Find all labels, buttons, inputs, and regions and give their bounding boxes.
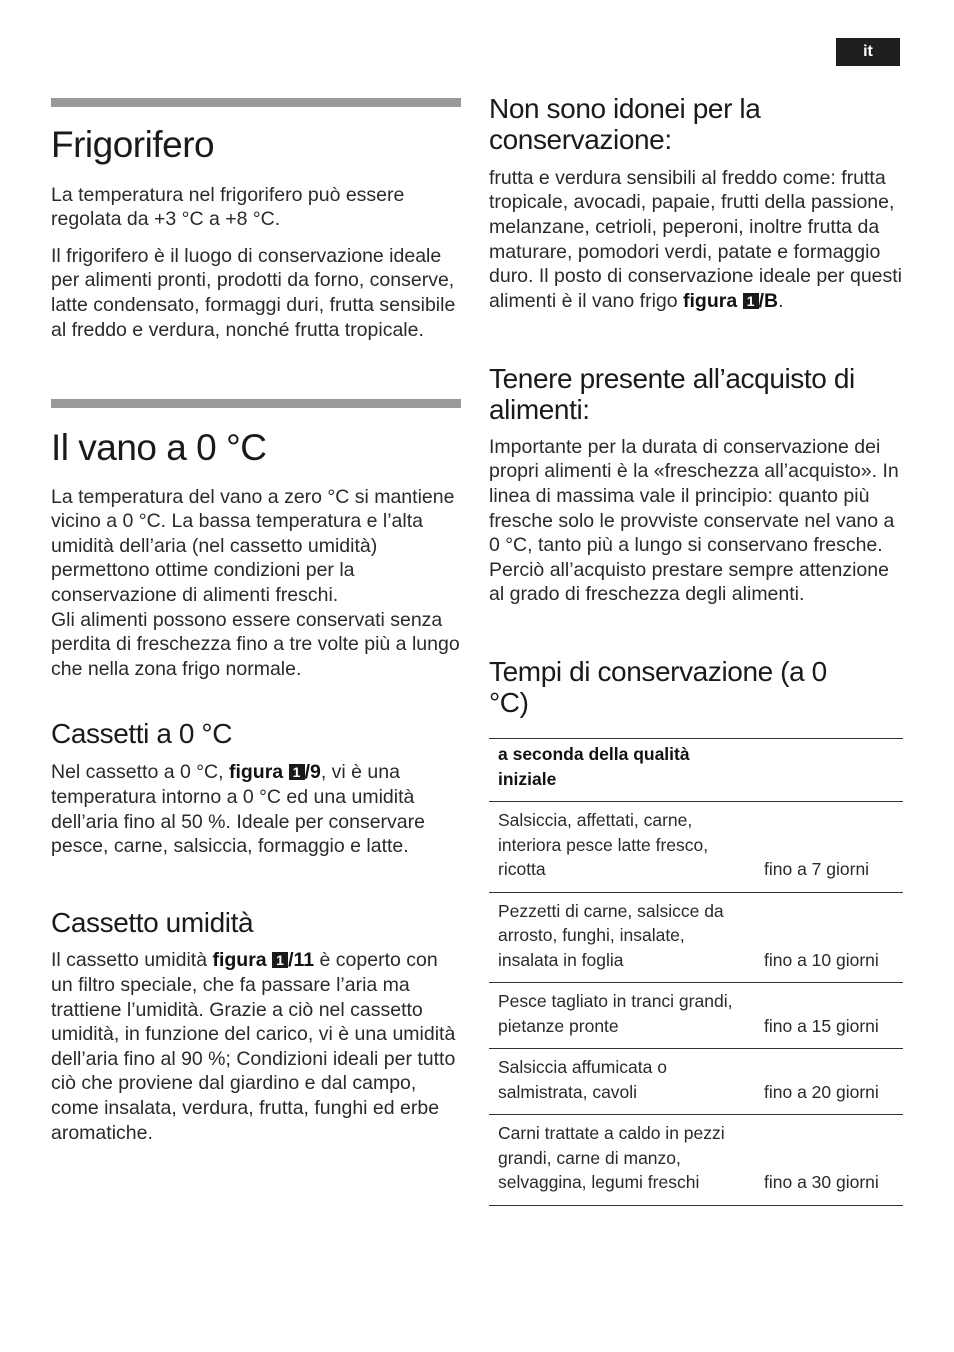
paragraph	[51, 760, 461, 858]
figura-label: figura	[683, 289, 738, 312]
figure-ref	[229, 761, 321, 783]
section-acquisto	[489, 363, 903, 607]
figura-label: figura	[212, 949, 267, 972]
table-row	[489, 1049, 903, 1115]
table-row	[489, 1115, 903, 1206]
language-tab: it	[836, 38, 900, 66]
section-non-idonei	[489, 93, 903, 313]
section-frigorifero	[51, 98, 461, 342]
text: frutta e verdura sensibili al freddo come: frutta tropicale, avocadi, papaie, frutti della passione, melanzane, cetrioli, peperoni, inoltre frutta da maturare, pomodori verdi, patate e formaggio duro. Il posto di conservazione ideale per questi alimenti è il vano frigo	[489, 166, 903, 312]
paragraph: Il frigorifero è il luogo di conservazione ideale per alimenti pronti, prodotti da forno, conserve, latte condensato, formaggi duri, frutta sensibile al freddo e verdura, nonché frutta tropicale.	[51, 244, 456, 341]
table-row	[489, 802, 903, 893]
figure-ref	[683, 290, 778, 312]
duration-cell: fino a 20 giorni	[747, 1049, 903, 1115]
storage-times-table	[489, 738, 903, 1206]
duration-cell: fino a 10 giorni	[747, 892, 903, 983]
table-row	[489, 892, 903, 983]
food-item-cell: Carni trattate a caldo in pezzi grandi, carne di manzo, selvaggina, legumi freschi	[489, 1115, 747, 1206]
duration-cell: fino a 7 giorni	[747, 802, 903, 893]
text: .	[778, 289, 784, 312]
heading-vano: Il vano a 0 °C	[51, 427, 267, 468]
table-header: a seconda della qualità iniziale	[489, 739, 903, 802]
figure-number-badge: 1	[272, 952, 288, 968]
section-cassetti	[51, 718, 461, 859]
figure-number-badge: 1	[743, 293, 759, 309]
text: , vi è una temperatura intorno a 0 °C ed una umidità dell’aria fino al 50 %. Ideale per conservare pesce, carne, salsiccia, formaggio e latte.	[51, 761, 425, 858]
figura-label: figura	[228, 761, 284, 784]
text: Nel cassetto a 0 °C,	[51, 761, 229, 784]
text: è coperto con un filtro speciale, che fa passare l’aria ma trattiene l’umidità. Grazie a ciò nel cassetto umidità, in funzione del carico, vi è una umidità dell’aria fino al 90 %; Condizioni ideali per tutto ciò che proviene dal giardino e dal campo, come insalata, verdura, frutta, funghi ed erbe aromatiche.	[51, 949, 456, 1144]
figure-ref-suffix: /9	[304, 761, 321, 784]
heading-frigorifero: Frigorifero	[51, 124, 215, 165]
heading-non-idonei: Non sono idonei per la conservazione:	[489, 93, 761, 156]
heading-cassetti: Cassetti a 0 °C	[51, 718, 233, 749]
section-divider	[51, 98, 461, 107]
paragraph: La temperatura nel frigorifero può essere regolata da +3 °C a +8 °C.	[51, 183, 405, 231]
table-row	[489, 983, 903, 1049]
section-tempi	[489, 656, 903, 719]
paragraph	[489, 166, 903, 314]
text: Il cassetto umidità	[51, 949, 213, 972]
food-item-cell: Salsiccia, affettati, carne, interiora pesce latte fresco, ricotta	[489, 802, 747, 893]
section-divider	[51, 399, 461, 408]
figure-number-badge: 1	[289, 764, 305, 780]
figure-ref-suffix: /11	[288, 949, 315, 972]
paragraph	[51, 948, 461, 1145]
food-item-cell: Pesce tagliato in tranci grandi, pietanze pronte	[489, 983, 747, 1049]
paragraph: Importante per la durata di conservazione dei propri alimenti è la «freschezza all’acquisto». In linea di massima vale il principio: quanto più fresche solo le provviste conservate nel vano a 0 °C, tanto più a lungo si conservano fresche. Perciò all’acquisto prestare sempre attenzione al grado di freschezza degli alimenti.	[489, 435, 899, 606]
heading-tempi: Tempi di conservazione (a 0 °C)	[489, 656, 827, 719]
paragraph: Gli alimenti possono essere conservati senza perdita di freschezza fino a tre volte più a lungo che nella zona frigo normale.	[51, 608, 460, 680]
paragraph: La temperatura del vano a zero °C si mantiene vicino a 0 °C. La bassa temperatura e l’alta umidità dell’aria (nel cassetto umidità) permettono ottime condizioni per la conservazione di alimenti freschi.	[51, 485, 455, 607]
section-vano	[51, 399, 461, 681]
heading-umidita: Cassetto umidità	[51, 907, 254, 938]
section-umidita	[51, 907, 461, 1145]
figure-ref	[212, 949, 314, 971]
heading-acquisto: Tenere presente all’acquisto di alimenti:	[489, 363, 855, 426]
food-item-cell: Pezzetti di carne, salsicce da arrosto, funghi, insalate, insalata in foglia	[489, 892, 747, 983]
duration-cell: fino a 30 giorni	[747, 1115, 903, 1206]
food-item-cell: Salsiccia affumicata o salmistrata, cavoli	[489, 1049, 747, 1115]
table-header-row	[489, 739, 903, 802]
duration-cell: fino a 15 giorni	[747, 983, 903, 1049]
figure-ref-suffix: /B	[758, 289, 779, 312]
